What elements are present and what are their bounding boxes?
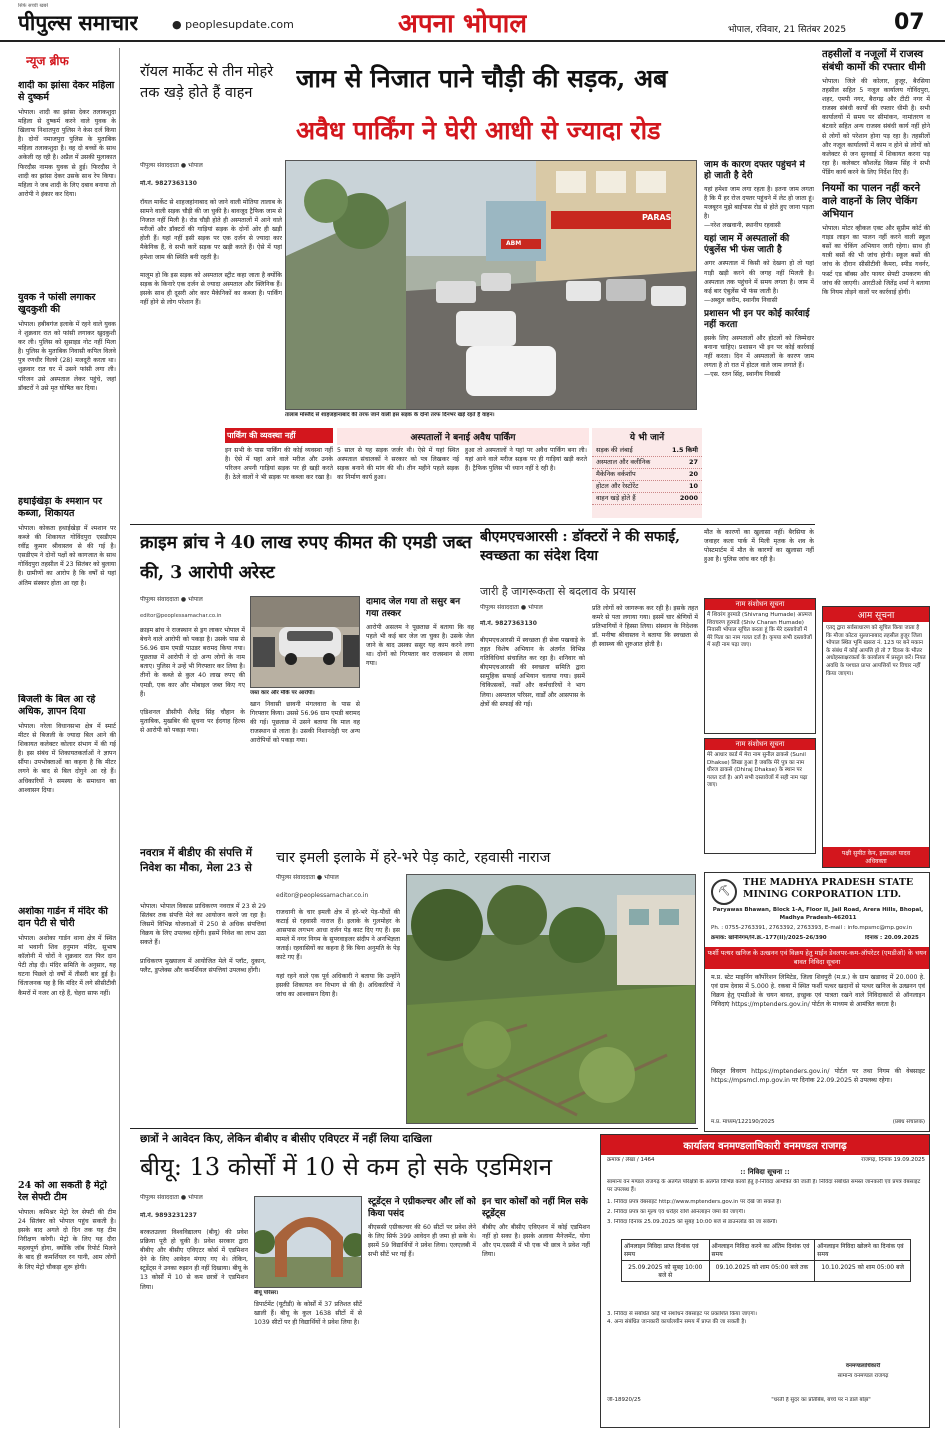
forest-tender — [600, 1134, 930, 1428]
website: ● peoplesupdate.com — [172, 18, 294, 31]
brief-item — [18, 694, 116, 894]
lead-photo-caption: तालाब मस्जिद से शाहजहांनाबाद की तरफ जाने वाली इस सड़क के दोनों तरफ दिनभर खड़े रहते हैं वाहन। — [285, 412, 495, 418]
trees-body: राजधानी के चार इमली क्षेत्र में हरे-भरे पेड़-पौधों की कटाई से रहवासी नाराज हैं। इलाके के गुलमोहर के आसपास लगभग आधा दर्जन पेड़ काट दिए गए हैं। इस मामले में नगर निगम के सुपरवाइजर संदीप ने अनभिज्ञता जताई। रहवासियों का कहना है कि बिना अनुमति के पेड़ काटे गए हैं। यहां रहने वाले एक पूर्व अधिकारी ने बताया कि उन्होंने इसकी शिकायत वन विभाग से की है। अधिकारियों ने जांच का आश्वासन दिया है। — [276, 909, 400, 998]
fact-label: अस्पताल और क्लीनिक — [596, 458, 651, 466]
notice-title: नाम संशोधन सूचना — [705, 599, 815, 610]
forest-notes: 3. निविदा से संबंधित कोई भी संशोधन वेबसाइट पर प्रकाशित किया जाएगा। 4. अन्य संबंधित जानकारी कार्यालयीन समय में प्राप्त की जा सकती है। — [607, 1311, 757, 1325]
brief-item — [18, 292, 116, 492]
dateline: भोपाल, रविवार, 21 सितंबर 2025 — [728, 25, 847, 35]
brief-item — [18, 1180, 116, 1428]
hospital-headline: अस्पतालों ने बनाई अवैध पार्किंग — [337, 428, 589, 445]
lead-side-headline: रॉयल मार्केट से तीन मोहरे तक खड़े होते हैं वाहन — [140, 64, 274, 101]
forest-sign-2: सामान्य वनमण्डल राजगढ़ — [837, 1373, 889, 1379]
university-gate-image — [255, 1197, 362, 1288]
notice-body: मैं शिवरंग हुरमाडे (Shivrang Humade) आत्मज शिवचरण हुरमाडे (Shiv Charan Humade) निवासी भोपाल सूचित करता हूं कि मेरे दस्तावेजों में मेरे पिता का नाम गलत दर्ज है। कृपया सभी दस्तावेजों में सही नाम पढ़ा जाए। — [707, 612, 812, 649]
fact-label: होटल और रेस्टोरेंट — [596, 482, 639, 490]
quote-body: अगर अस्पताल में किसी को देखना हो तो यहां गाड़ी खड़ी करने की जगह नहीं मिलती है। अस्पताल तक पहुंचने में समय लगता है। जाम में कई बार एंबुलेंस भी फंस जाती है। —अब्दुल करीम, स्थानीय निवासी — [704, 260, 814, 304]
forest-footer: जी-18920/25 — [607, 1397, 641, 1403]
mpsmc-footer: म.प्र. माध्यम/122190/2025 — [711, 1119, 775, 1125]
forest-row: 3. निविदा दिनांक 25.09.2025 को सुबह 10:00 बजे से डाउनलोड की जा सकेगी। — [607, 1219, 778, 1225]
fact-row — [592, 481, 702, 493]
fact-value: 10 — [688, 482, 698, 490]
bu-photo — [254, 1196, 362, 1288]
checking-body: भोपाल। मोटर व्हीकल एक्ट और सुप्रीम कोर्ट की गाइड लाइन का पालन नहीं करने वाली स्कूल बसों का चेकिंग अभियान जारी रहेगा। साथ ही यात्री बसों की भी जांच होगी। स्कूल बसों की जांच के दौरान सीसीटीवी कैमरा, स्पीड गवर्नर, फर्स्ट एड बॉक्स और फायर सेफ्टी उपकरण की जांच की जाएगी। आरटीओ जितेंद्र शर्मा ने बताया कि नियम तोड़ने वालों पर कार्रवाई होगी। — [822, 225, 930, 296]
page-number: 07 — [894, 10, 925, 35]
divider — [130, 524, 815, 525]
bu-mobile: मो.नं. 9893231237 — [140, 1212, 197, 1219]
table-header-row — [622, 1240, 911, 1261]
mpsmc-ref: क्रमांक: खनिनिगम/नि.क्र.-177(II)/2025-26/390 — [711, 935, 827, 941]
quote-headline: यहां जाम में अस्पतालों की एंबुलेंस भी फंस जाती है — [704, 234, 790, 256]
brief-title: न्यूज ब्रीफ — [26, 54, 69, 68]
car-seizure-image — [251, 597, 360, 688]
quote-headline: प्रशासन भी इन पर कोई कार्रवाई नहीं करता — [704, 308, 810, 330]
bu-subsection-2 — [482, 1196, 590, 1428]
checking-headline: नियमों का पालन नहीं करने वाले वाहनों के लिए चेकिंग अभियान — [822, 183, 921, 221]
public-notice-title: आम सूचना — [823, 607, 929, 622]
globe-icon: ● — [172, 18, 186, 31]
forest-row: 1. निविदा प्रपत्र वेबसाइट http://www.mptenders.gov.in पर देखे जा सकते हैं। — [607, 1199, 782, 1205]
table-header-cell: ऑनलाइन निविदा प्राप्त दिनांक एवं समय — [622, 1240, 710, 1261]
table-header-cell: ऑनलाइन निविदा करने का अंतिम दिनांक एवं समय — [709, 1240, 815, 1261]
trees-headline: चार इमली इलाके में हरे-भरे पेड़ काटे, रहवासी नाराज — [276, 850, 551, 866]
lead-body: रॉयल मार्केट से शाहजहांनाबाद को जाने वाली मोतिया तालाब के सामने वाली सड़क चौड़ी की जा चुकी है। बावजूद ट्रैफिक जाम से निजात नहीं मिली है। रोड चौड़ी होते ही अस्पतालों में आने वाले मरीजों और डॉक्टरों की गाड़ियां सड़क के दोनों ओर ही खड़ी होती हैं। यहां नहीं इसी सड़क पर एक दर्जन से ज्यादा कार मैकेनिक हैं, वे सभी कारें सड़क पर खड़ी करते हैं। ऐसे में यहां हमेशा जाम की स्थिति बनी रहती है। मालूम हो कि इस सड़क को अस्पताल स्ट्रीट कहा जाता है क्योंकि सड़क के किनारे एक दर्जन से ज्यादा अस्पताल और क्लिनिक हैं। इसके साथ ही दूसरी ओर कार मैकेनिकों का कब्जा है। पार्किंग नहीं होने से लोग परेशान हैं। — [140, 199, 282, 307]
brief-item — [18, 496, 116, 686]
brief-body: भोपाल। हबीबगंज इलाके में रहने वाले युवक ने शुक्रवार रात को फांसी लगाकर खुदकुशी कर ली। पुलिस को सुसाइड नोट नहीं मिला है। पुलिस के मुताबिक निवासी कपिल विलवे पुत्र रणधीर विलवे (28) मजदूरी करता था। शुक्रवार रात घर में उसने फांसी लगा ली। परिजन उसे अस्पताल लेकर पहुंचे, जहां डॉक्टरों ने उसे मृत घोषित कर दिया। — [18, 321, 116, 392]
mystery-death-brief: मौत के कारणों का खुलासा नहीं। बैरसिया के जवाहर कला पार्क में मिली मृतक के शव के पोस्टमार्टम में मौत के कारणों का खुलासा नहीं हुआ है। पुलिस जांच कर रही है। — [704, 529, 814, 564]
masthead — [0, 0, 945, 42]
mpsmc-sign: (प्रबंध संचालक) — [892, 1119, 925, 1125]
public-notice-body: एतद् द्वारा सर्वसाधारण को सूचित किया जाता है कि मौजा कोटरा सुल्तानाबाद तहसील हुजूर जिला भोपाल स्थित भूमि खसरा नं. 123 पर बने मकान के संबंध में कोई आपत्ति हो तो 7 दिवस के भीतर अधोहस्ताक्षरकर्ता के कार्यालय में प्रस्तुत करें। नियत अवधि के पश्चात प्राप्त आपत्तियों पर विचार नहीं किया जाएगा। — [826, 625, 926, 677]
facts-title: ये भी जानें — [629, 433, 665, 443]
forest-title: कार्यालय वनमण्डलाधिकारी वनमण्डल राजगढ़ — [601, 1135, 929, 1155]
crime-body: क्राइम ब्रांच ने राजस्थान से ड्रग लाकर भोपाल में बेचने वाले आरोपी को पकड़ा है। उसके पास से 56.96 ग्राम एमडी पाउडर बरामद किया गया। पूछताछ में आरोपी ने दो अन्य लोगों के नाम बताए। पुलिस ने उन्हें भी गिरफ्तार कर लिया है। तीनों के कब्जे से कुल 40 लाख रुपए की एमडी, एक कार और मोबाइल जब्त किए गए हैं। एडिशनल डीसीपी शैलेंद्र सिंह चौहान के मुताबिक, मुखबिर की सूचना पर ईदगाह हिल्स से आरोपी को पकड़ा गया। — [140, 627, 245, 735]
parking-body: इन सभी के पास पार्किंग की कोई व्यवस्था नहीं है। ऐसे में यहां आने वाले मरीज और उनके परिजन अपनी गाड़ियां सड़क पर ही खड़ी करते हैं। ठेले वालों ने भी सड़क पर कब्जा कर रखा है। — [225, 447, 333, 482]
bu-sub-headline: स्टूडेंट्स ने एग्रीकल्चर और लॉ को किया पसंद — [368, 1197, 476, 1219]
bmhrc-subheadline: जारी है जागरूकता से बदलाव के प्रयास — [480, 585, 636, 598]
bu-sub-body: बीबीए और बीसीए एविएशन में कोई एडमिशन नहीं हो सका है। इसके अलावा मैनेजमेंट, योगा और एम.एससी में भी एक भी छात्र ने प्रवेश नहीं लिया। — [482, 1224, 590, 1259]
facts-box — [592, 428, 702, 518]
brief-body: भोपाल। शादी का झांसा देकर तलाकशुदा महिला से दुष्कर्म करने वाले युवक के खिलाफ निशातपुरा पुलिस ने केस दर्ज किया है। दोनों नमाजपुरा पुलिस के मुताबिक महिला तलाकशुदा है। वह दो बच्चों के साथ अकेली रह रही है। अप्रैल में उसकी मुलाकात फिरदौस नामक युवक से हुई। फिरदौस ने शादी का झांसा देकर उसके साथ रेप किया। महिला ने जब शादी के लिए दबाव बनाया तो आरोपी ने इंकार कर दिया। — [18, 109, 116, 198]
fact-value: 20 — [688, 470, 698, 478]
crime-photo — [250, 596, 360, 688]
fact-label: वाहन खड़े होते हैं — [596, 494, 636, 502]
fact-value: 2000 — [679, 494, 698, 502]
bmhrc-mobile: मो.नं. 9827363130 — [480, 620, 537, 627]
forest-row: 2. निविदा प्रपत्र का मूल्य एवं धरोहर राशि ऑनलाइन जमा की जाएगी। — [607, 1209, 746, 1215]
section-title: अपना भोपाल — [398, 9, 527, 39]
table-cell: 10.10.2025 को शाम 05:00 बजे — [815, 1261, 911, 1282]
brief-headline: 24 को आ सकती है मेट्रो रेल सेफ्टी टीम — [18, 1180, 107, 1203]
brief-body: भोपाल। कमिश्नर मेट्रो रेल सेफ्टी की टीम 24 सितंबर को भोपाल पहुंच सकती है। इसके बाद अगले दो दिन तक यह टीम निरीक्षण करेगी। मेट्रो के लिए यह दौरा महत्वपूर्ण होगा, क्योंकि जॉब रिपोर्ट मिलने के बाद ही कमर्शियल रन यानी, आम लोगों के लिए मेट्रो चौकड़ा शुरू होगी। — [18, 1209, 116, 1271]
forest-sign-1: वनमण्डलाधिकारी — [845, 1363, 881, 1369]
public-notice — [822, 606, 930, 868]
crime-byline: पीपुल्स संवाददाता ● भोपाल — [140, 596, 203, 603]
crime-photo-caption: जब्त कार और मौके पर आरोपी। — [250, 690, 315, 696]
mpsmc-body-2: विस्तृत विवरण https://mptenders.gov.in/ पोर्टल पर तथा निगम की वेबसाइट https://mpsmcl.mp.gov.in पर दिनांक 22.09.2025 से उपलब्ध रहेगा। — [711, 1068, 925, 1085]
lead-byline: पीपुल्स संवाददाता ● भोपाल — [140, 162, 203, 169]
fact-row — [592, 469, 702, 481]
mpsmc-address: Paryawas Bhawan, Block 1-A, Floor II, Jail Road, Arera Hills, Bhopal, Madhya Pradesh-462011 — [712, 907, 924, 921]
fact-label: मैकेनिक वर्कशॉप — [596, 470, 636, 478]
parking-box — [225, 428, 333, 518]
forest-schedule-table — [621, 1239, 911, 1282]
lead-mobile: मो.नं. 9827363130 — [140, 180, 197, 187]
table-cell: 25.09.2025 को सुबह 10:00 बजे से — [622, 1261, 710, 1282]
trees-byline: पीपुल्स संवाददाता ● भोपाल — [276, 874, 339, 881]
hospital-body-2: हुआ तो अस्पतालों ने यहां पर अवैध पार्किंग बना ली। यहां आने वाले मरीज सड़क पर ही गाड़ियां खड़ी करते हैं। ट्रैफिक पुलिस भी ध्यान नहीं दे रही है। — [465, 447, 587, 473]
brief-headline: हथाईखेड़ा के श्मशान पर कब्जा, शिकायत — [18, 496, 102, 519]
bu-photo-caption: बीयू परिसर। — [254, 1290, 279, 1296]
mpsmc-logo: ⛏ — [711, 879, 737, 905]
facts-list — [592, 445, 702, 505]
navratra-headline: नवरात्र में बीडीए की संपत्ति में निवेश का मौका, मेला 23 से — [140, 847, 252, 874]
forest-footer-slogan: "धरती है सुंदर का प्रतिबिंब, बच्चे पर न डाले बोझ" — [771, 1397, 871, 1403]
felled-trees-image — [407, 875, 696, 1124]
bu-mid-body: डिपार्टमेंट (यूटीडी) के कोर्सों में 37 प्रतिशत सीटें खाली हैं। बीयू के कुल 1638 सीटों में से 1039 सीटों पर ही विद्यार्थियों ने प्रवेश लिया है। — [254, 1301, 362, 1327]
mpsmc-phone: Ph. : 0755-2763391, 2763392, 2763393, E-mail : info.mpsmc@mp.gov.in — [711, 925, 913, 931]
bu-subsection-1 — [368, 1196, 476, 1428]
bu-headline: बीयू: 13 कोर्सों में 10 से कम हो सके एडमिशन — [140, 1153, 553, 1181]
brief-headline: बिजली के बिल आ रहे अधिक, ज्ञापन दिया — [18, 694, 96, 717]
lead-photo — [285, 160, 697, 410]
trees-email: editor@peoplessamachar.co.in — [276, 892, 369, 899]
name-change-notice-2 — [704, 738, 816, 854]
forest-subtitle: :: निविदा सूचना :: — [740, 1167, 790, 1176]
brief-headline: शादी का झांसा देकर महिला से दुष्कर्म — [18, 80, 115, 103]
quote-headline: जाम के कारण दफ्तर पहुंचने में हो जाती है देरी — [704, 160, 805, 181]
crime-mid-body: खान निवासी छावनी मंगलवारा के पास से गिरफ्तार किया। उससे 56.96 ग्राम एमडी बरामद की गई। पूछताछ में उसने बताया कि माल वह राजस्थान से लाता है। उसकी निशानदेही पर अन्य आरोपियों को पकड़ा गया। — [250, 701, 360, 745]
forest-intro: सामान्य वन मण्डल राजगढ़ के अंतर्गत परिक्षेत्रों के अंतर्गत विभिन्न कार्यों हेतु ई-निविदा आमंत्रित की जाती है। निविदा संबंधित समस्त जानकारी एवं प्रपत्र वेबसाइट पर उपलब्ध हैं। — [607, 1179, 921, 1193]
crime-sub-headline: दामाद जेल गया तो ससुर बन गया तस्कर — [366, 597, 461, 619]
public-notice-sign: पक्षी सुमीत केन, हस्ताक्षर यादव अधिवक्ता — [823, 847, 929, 867]
bu-sub-headline: इन चार कोर्सों को नहीं मिल सके स्टूडेंट्स — [482, 1197, 588, 1219]
crime-headline: क्राइम ब्रांच ने 40 लाख रुपए कीमत की एमडी जब्त की, 3 आरोपी अरेस्ट — [140, 533, 472, 583]
trees-photo — [406, 874, 696, 1124]
crime-subsection — [366, 596, 474, 841]
brief-item — [18, 80, 116, 290]
revenue-headline: तहसीलों व नजूलों में राजस्व संबंधी कामों की रफ्तार धीमी — [822, 49, 926, 73]
brief-body: भोपाल। कोकता हथाईखेड़ा में श्मशान पर कब्जे की शिकायत गोविंदपुरा एसडीएम रवींद्र कुमार श्रीवास्तव से की गई है। एसडीएम ने दोनों पक्षों को कागजात के साथ गोविंदपुरा तहसील में 23 सितंबर को बुलाया है। ग्रामीणों का आरोप है कि वर्षों से यहां अंतिम संस्कार होता आ रहा है। — [18, 525, 116, 587]
forest-date: राजगढ़, दिनांक 19.09.2025 — [861, 1157, 925, 1163]
name-change-notice-1 — [704, 598, 816, 734]
brief-body: भोपाल। नरेला विधानसभा क्षेत्र में स्मार्ट मीटर से बिजली के ज्यादा बिल आने की शिकायत कलेक्टर कोलार संभाग में की गई है। इस संबंध में शिकायतकर्ताओं ने ज्ञापन सौंपा। उपभोक्ताओं का कहना है कि मीटर लगने के बाद से बिल दोगुने आ रहे हैं। अधिकारियों ने समस्या के समाधान का आश्वासन दिया। — [18, 723, 116, 794]
mpsmc-body: म.प्र. स्टेट माइनिंग कॉर्पोरेशन लिमिटेड, जिला शिवपुरी (म.प्र.) के ग्राम खडावद में 20.000 हे. एवं ग्राम देवास में 5.000 हे. रकबा में स्थित फर्शी पत्थर खदानों से पत्थर खनिज के उत्खनन एवं विक्रय हेतु एमडीओ के चयन बावत, इच्छुक एवं पात्रता रखने वाले निविदाकारों से ऑनलाइन निविदाएं https://mptenders.gov.in/ पोर्टल के माध्यम से आमंत्रित करता है। — [711, 974, 925, 1009]
fact-value: 1.5 किमी — [671, 446, 698, 454]
lead-headline-line1: जाम से निजात पाने चौड़ी की सड़क, अब — [296, 64, 668, 93]
street-scene-image — [286, 161, 697, 410]
logo-tagline: सिर्फ सच्ची खबरें — [18, 3, 49, 9]
bu-sub-body: बीएससी एग्रीकल्चर की 60 सीटों पर प्रवेश लेने के लिए सिर्फ 399 आवेदन ही जमा हो सके थे। इसमें 59 विद्यार्थियों ने प्रवेश लिया। एलएलबी में सभी सीटें भर गई हैं। — [368, 1224, 476, 1259]
parking-headline: पार्किंग की व्यवस्था नहीं — [225, 428, 333, 443]
brief-body: भोपाल। अशोका गार्डन थाना क्षेत्र में स्थित मां भवानी शिव हनुमान मंदिर, सुभाष कॉलोनी में चोरों ने शुक्रवार रात फिर दान पेटी तोड़ दी। मंदिर समिति के अनुसार, यह घटना पिछले दो वर्षों में तीसरी बार हुई है। चिंताजनक यह है कि मंदिर में लगे सीसीटीवी कैमरों में नजर आ रहे हैं, चेहरा साफ नहीं। — [18, 935, 116, 997]
brief-headline: युवक ने फांसी लगाकर खुदकुशी की — [18, 292, 96, 315]
shop-sign-abm: ABM — [506, 240, 522, 247]
revenue-body: भोपाल। जिले की कोलार, हुजूर, बैरसिया तहसील सहित 5 नजूल कार्यालय गोविंदपुरा, शहर, एमपी नगर, बैरागढ़ और टीटी नगर में राजस्व संबंधी कार्यों की रफ्तार धीमी है। सभी कार्यालयों में समय पर सीमांकन, नामांतरण व बंटवारे सहित अन्य राजस्व संबंधी कार्य नहीं होने से लोगों को परेशान होना पड़ रहा है। तहसीलों और नजूल कार्यालयों में काम न होने से लोगों को कलेक्टर से जन सुनवाई में शिकायत करना पड़ रहा है। कलेक्टर कौशलेंद्र विक्रम सिंह ने सभी पेंडिंग कार्य करने के लिए निर्देश दिए हैं। — [822, 78, 930, 176]
right-column-stories — [822, 48, 930, 536]
notice-body: मेरे आधार कार्ड में मेरा नाम सुनील ढाकसे (Sunil Dhakse) लिखा हुआ है जबकि मेरे पुत्र का नाम धीरज ढाकसे (Dhiraj Dhakse) के स्थान पर गलत दर्ज है। आगे सभी दस्तावेजों में सही नाम पढ़ा जाए। — [707, 752, 808, 789]
bmhrc-body: बीएमएचआरसी में स्वच्छता ही सेवा पखवाड़े के तहत विशेष अभियान के अंतर्गत विभिन्न गतिविधियां संचालित कर रहा है। शनिवार को बीएमएचआरसी की स्वच्छता समिति द्वारा सामूहिक सफाई अभियान चलाया गया। इसमें चिकित्सकों, नर्सों और कर्मचारियों ने भाग लिया। अस्पताल परिसर, वार्डों और आसपास के क्षेत्रों की सफाई की गई। — [480, 637, 585, 708]
table-header-cell: ऑनलाइन निविदा खोलने का दिनांक एवं समय — [815, 1240, 911, 1261]
bu-body: बरकतउल्ला विश्वविद्यालय (बीयू) की प्रवेश प्रक्रिया पूरी हो चुकी है। प्रवेश सरकार द्वारा बीबीए और बीसीए एविएटर कोर्स में एडमिशन देने के लिए आवेदन मंगाए गए थे। लेकिन, स्टूडेंट्स ने उनका रुझान ही नहीं दिखाया। बीयू के 13 कोर्सों में 10 से कम छात्रों ने एडमिशन लिया। — [140, 1229, 248, 1291]
mpsmc-subject: फर्शी पत्थर खनिज के उत्खनन एवं विक्रय हेतु माईन डेवलपर-कम-ऑपरेटर (एमडीओ) के चयन बावत निविदा सूचना — [705, 947, 929, 969]
bmhrc-byline: पीपुल्स संवाददाता ● भोपाल — [480, 604, 543, 611]
hospital-body-1: 5 साल से यह सड़क जर्जर थी। ऐसे में यहां स्थित अस्पताल संचालकों ने सरकार को पत्र लिखकर नई सड़क बनाने की मांग की थी। तीन महीने पहले सड़क का निर्माण कार्य हुआ। — [337, 447, 459, 482]
brief-headline: अशोका गार्डन में मंदिर की दान पेटी से चोरी — [18, 906, 108, 929]
quote-body: यहां हमेशा जाम लगा रहता है। इतना जाम लगता है कि मैं हर रोज दफ्तर पहुंचने में लेट हो जाता हूं। मजबूरन मुझे बाईपास रोड से होते हुए जाना पड़ता है। —नरेश लखवानी, स्थानीय रहवासी — [704, 186, 814, 230]
divider — [130, 1128, 698, 1129]
crime-email: editor@peoplessamachar.co.in — [140, 613, 222, 619]
hospital-parking-box — [337, 428, 589, 518]
bmhrc-body-2: प्रति लोगों को जागरूक कर रही है। इसके तहत कमरे से पता लगाया गया। इसमें चार श्रेणियों में प्रतिभागियों ने हिस्सा लिया। संस्थान के निदेशक डॉ. मनीषा श्रीवास्तव ने बताया कि स्वच्छता से ही स्वास्थ्य की शुरुआत होती है। — [592, 605, 698, 649]
fact-label: सड़क की लंबाई — [596, 446, 633, 454]
quote-body: इसके लिए अस्पतालों और होटलों को जिम्मेदार बनाना चाहिए। प्रशासन भी इन पर कोई कार्रवाई नहीं करता। दिन में अस्पतालों के कारण जाम लगता है तो रात में होटल वाले जाम लगाते हैं। —एस. रतन सिंह, स्थानीय निवासी — [704, 334, 814, 379]
forest-ref: क्रमांक / लेखा / 1464 — [607, 1157, 655, 1163]
fact-row — [592, 445, 702, 457]
mpsmc-tender — [704, 872, 930, 1132]
table-row — [622, 1261, 911, 1282]
mpsmc-date: दिनांक : 20.09.2025 — [865, 935, 919, 941]
bmhrc-headline: बीएमएचआरसी : डॉक्टरों ने की सफाई, स्वच्छता का संदेश दिया — [480, 529, 680, 564]
table-cell: 09.10.2025 को शाम 05:00 बजे तक — [709, 1261, 815, 1282]
lead-headline-line2: अवैध पार्किंग ने घेरी आधी से ज्यादा रोड — [296, 116, 661, 145]
lead-quotes — [704, 160, 814, 520]
fact-value: 27 — [688, 458, 698, 466]
fact-row — [592, 457, 702, 469]
news-brief-column — [18, 48, 120, 1428]
fact-row — [592, 493, 702, 505]
bu-byline: पीपुल्स संवाददाता ● भोपाल — [140, 1194, 203, 1201]
crime-sub-body: आरोपी असलम ने पूछताछ में बताया कि वह पहले भी कई बार जेल जा चुका है। उसके जेल जाने के बाद उसका ससुर यह काम करने लगा था। दोनों को गिरफ्तार कर राजस्थान से लाया गया। — [366, 624, 474, 668]
shop-sign-paras: PARAS — [642, 213, 672, 222]
bu-kicker: छात्रों ने आवेदन किए, लेकिन बीबीए व बीसीए एविएटर में नहीं लिया दाखिला — [140, 1133, 432, 1145]
brief-item — [18, 906, 116, 1206]
mpsmc-name: THE MADHYA PRADESH STATE MINING CORPORATION LTD. — [743, 877, 914, 900]
logo: पीपुल्स समाचार — [18, 10, 139, 35]
navratra-body: भोपाल। भोपाल विकास प्राधिकरण नवरात्र में 23 से 29 सितंबर तक संपत्ति मेले का आयोजन करने जा रहा है। जिसमें विभिन्न योजनाओं में 250 से अधिक संपत्तियां विक्रय के लिए उपलब्ध रहेंगी। इसमें निवेश का लाभ उठा सकते हैं। प्राधिकरण मुख्यालय में आयोजित मेले में प्लॉट, दुकान, फ्लैट, डुप्लेक्स और कमर्शियल संपत्तियां उपलब्ध होंगी। — [140, 903, 266, 974]
notice-title: नाम संशोधन सूचना — [705, 739, 815, 750]
